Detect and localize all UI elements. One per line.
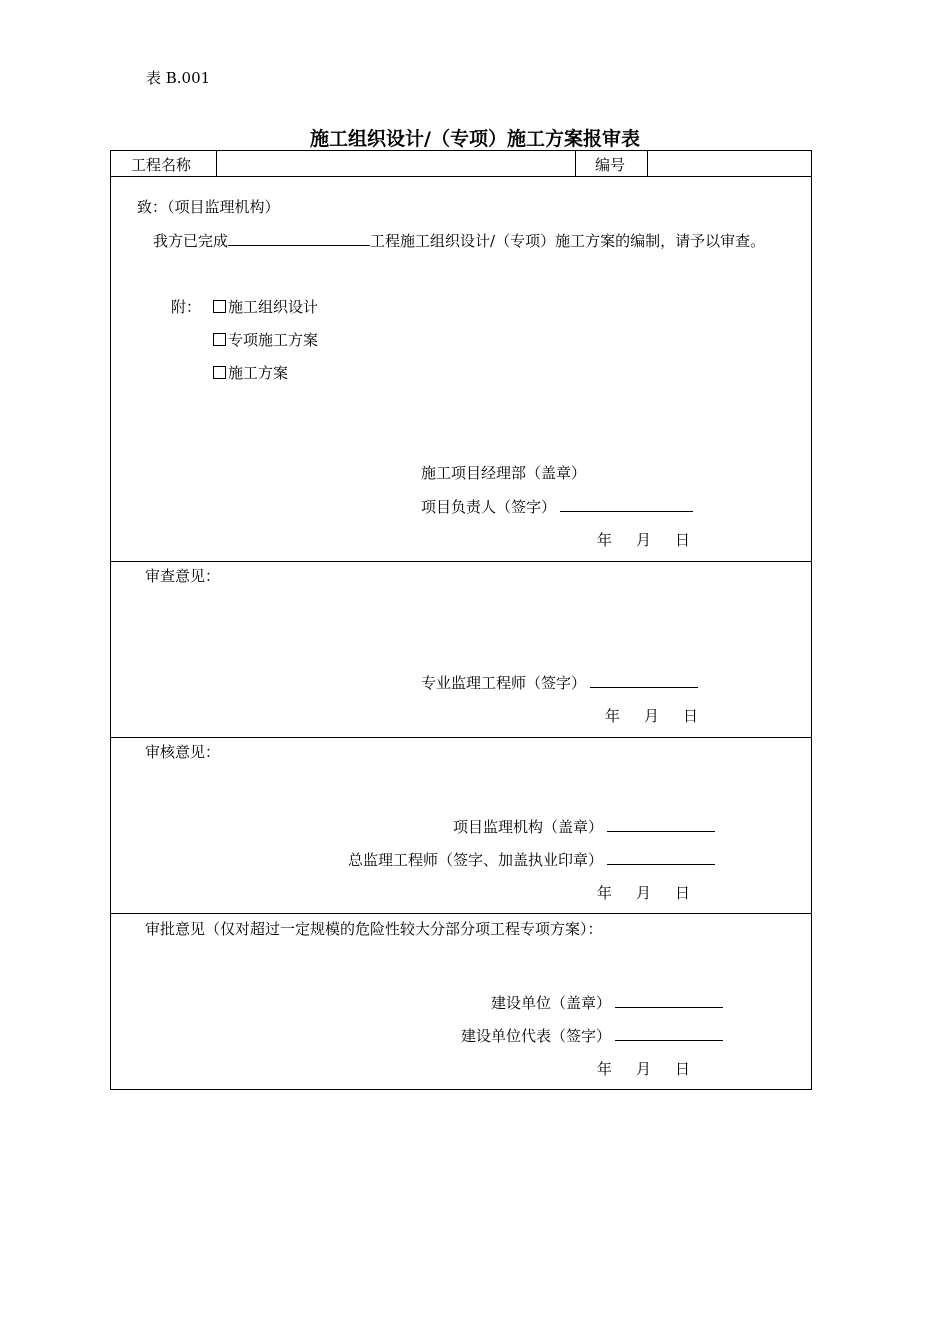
divider <box>216 151 217 176</box>
addressee-line: 致：（项目监理机构） <box>137 198 280 216</box>
sign-label: 总监理工程师（签字、加盖执业印章） <box>347 851 603 869</box>
project-blank[interactable] <box>228 230 370 246</box>
stamp-blank[interactable] <box>607 816 715 832</box>
sign-label: 专业监理工程师（签字） <box>421 674 587 692</box>
signature-blank[interactable] <box>590 672 698 688</box>
option-row[interactable] <box>213 362 288 383</box>
divider <box>575 151 576 176</box>
review-sign-line <box>421 672 698 693</box>
form-code: 表 B.001 <box>146 69 211 87</box>
project-name-label: 工程名称 <box>131 156 192 174</box>
review-title: 审查意见： <box>145 567 221 585</box>
checkbox-icon[interactable] <box>213 366 226 379</box>
signature-blank[interactable] <box>607 849 715 865</box>
review-date: 年 月 日 <box>605 707 699 725</box>
checkbox-icon[interactable] <box>213 333 226 346</box>
attach-label: 附： <box>171 298 202 316</box>
stamp-label: 项目监理机构（盖章） <box>452 818 603 836</box>
row-divider <box>111 176 811 177</box>
approval-date: 年 月 日 <box>597 1060 691 1078</box>
unit-rep-sign-line <box>461 1025 723 1046</box>
sign-label: 建设单位代表（签字） <box>460 1027 611 1045</box>
signature-blank[interactable] <box>560 496 693 512</box>
stamp-blank[interactable] <box>615 992 723 1008</box>
audit-title: 审核意见： <box>145 743 221 761</box>
page-title: 施工组织设计/（专项）施工方案报审表 <box>310 128 640 150</box>
checkbox-icon[interactable] <box>213 300 226 313</box>
option-row[interactable] <box>213 296 318 317</box>
statement-line <box>153 230 765 251</box>
number-field[interactable] <box>653 154 803 174</box>
dept-stamp-label: 施工项目经理部（盖章） <box>421 464 587 482</box>
audit-date: 年 月 日 <box>597 884 691 902</box>
signature-blank[interactable] <box>615 1025 723 1041</box>
option-label: 专项施工方案 <box>228 331 319 349</box>
row-divider <box>111 737 811 738</box>
stamp-label: 建设单位（盖章） <box>490 994 611 1012</box>
project-name-field[interactable] <box>221 154 571 174</box>
chief-sign-line <box>348 849 715 870</box>
number-label: 编号 <box>595 156 626 174</box>
option-label: 施工方案 <box>228 364 289 382</box>
row-divider <box>111 913 811 914</box>
statement-suffix: 工程施工组织设计/（专项）施工方案的编制，请予以审查。 <box>370 232 766 250</box>
divider <box>647 151 648 176</box>
option-label: 施工组织设计 <box>228 298 319 316</box>
submission-date: 年 月 日 <box>597 531 691 549</box>
sign-label: 项目负责人（签字） <box>421 498 557 516</box>
approval-title: 审批意见（仅对超过一定规模的危险性较大分部分项工程专项方案）： <box>145 920 603 938</box>
statement-prefix: 我方已完成 <box>153 232 229 250</box>
review-form-table <box>110 150 812 1090</box>
unit-stamp-line <box>491 992 723 1013</box>
manager-sign-line <box>421 496 693 517</box>
option-row[interactable] <box>213 329 318 350</box>
row-divider <box>111 561 811 562</box>
audit-org-line <box>453 816 715 837</box>
